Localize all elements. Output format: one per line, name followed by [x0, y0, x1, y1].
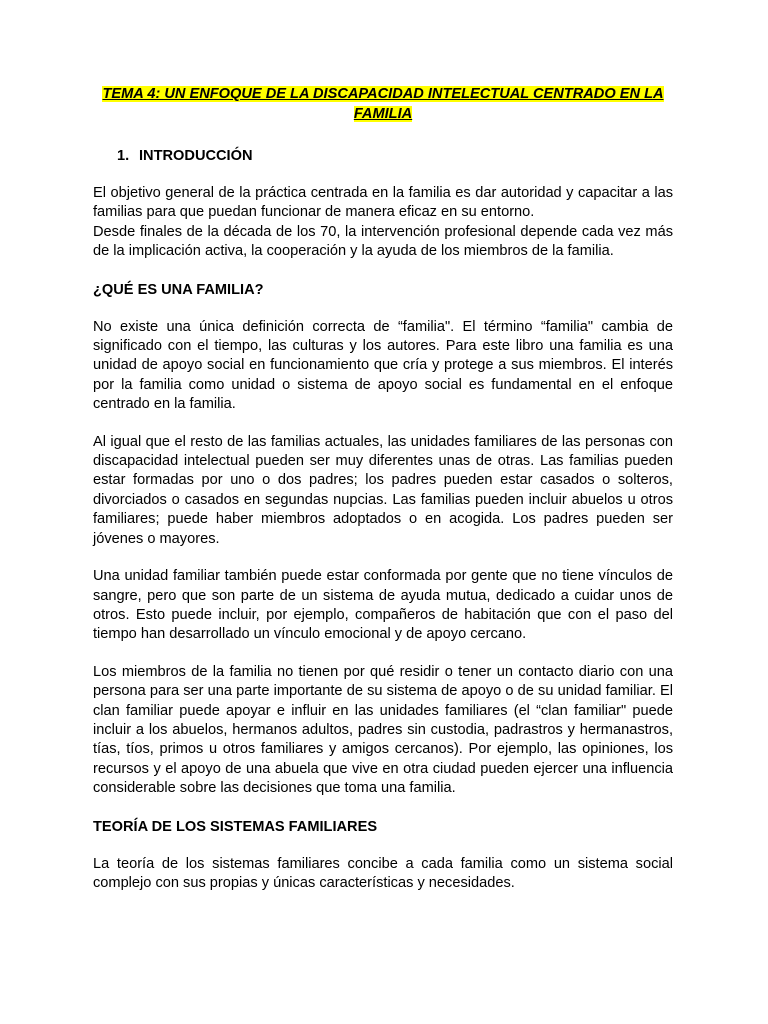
familia-paragraph-2: Al igual que el resto de las familias actuales, las unidades familiares de las personas con discapacidad intelectual pueden ser muy diferentes unas de otras. Las familias pueden estar formadas por uno o dos padres; los padres pueden estar casados o solteros, divorciados o casados en segundas nupcias. Las familias pueden incluir abuelos u otros familiares; puede haber miembros adoptados o en acogida. Los padres pueden ser jóvenes o mayores.: [93, 433, 673, 547]
section-que-es-familia-heading: ¿QUÉ ES UNA FAMILIA?: [93, 281, 264, 298]
section-number: 1.: [117, 148, 130, 164]
familia-paragraph-3: Una unidad familiar también puede estar conformada por gente que no tiene vínculos de sangre, pero que son parte de un sistema de ayuda mutua, dedicado a cuidar unos de otros. Esto puede incluir, por ejemplo, compañeros de habitación que con el paso del tiempo han desarrollado un vínculo emocional y de apoyo cercano.: [93, 568, 673, 643]
document-title: [93, 84, 673, 124]
intro-paragraph-2: Desde finales de la década de los 70, la intervención profesional depende cada vez más de la implicación activa, la cooperación y la ayuda de los miembros de la familia.: [93, 223, 673, 260]
section-teoria-heading: TEORÍA DE LOS SISTEMAS FAMILIARES: [93, 818, 378, 835]
document-title-text: TEMA 4: UN ENFOQUE DE LA DISCAPACIDAD INTELECTUAL CENTRADO EN LA FAMILIA: [102, 86, 664, 122]
section-introduccion-heading: [93, 146, 673, 166]
section-heading-text: INTRODUCCIÓN: [139, 148, 253, 164]
intro-paragraph-1: El objetivo general de la práctica centrada en la familia es dar autoridad y capacitar a las familias para que puedan funcionar de manera eficaz en su entorno.: [93, 185, 673, 221]
familia-paragraph-4: Los miembros de la familia no tienen por qué residir o tener un contacto diario con una persona para ser una parte importante de su sistema de apoyo o de su unidad familiar. El clan familiar puede apoyar e influir en las unidades familiares (el “clan familiar" puede incluir a los abuelos, hermanos adultos, padres sin custodia, padrastros y hermanastros, tías, tíos, primos u otros familiares y amigos cercanos). Por ejemplo, las opiniones, los recursos y el apoyo de una abuela que vive en otra ciudad pueden ejercer una influencia considerable sobre las decisiones que toma una familia.: [93, 663, 673, 797]
teoria-paragraph-1: La teoría de los sistemas familiares concibe a cada familia como un sistema social complejo con sus propias y únicas características y necesidades.: [93, 855, 673, 891]
familia-paragraph-1: No existe una única definición correcta de “familia". El término “familia" cambia de significado con el tiempo, las culturas y los autores. Para este libro una familia es una unidad de apoyo social en funcionamiento que cría y protege a sus miembros. El interés por la familia como unidad o sistema de apoyo social es fundamental en el enfoque centrado en la familia.: [93, 318, 673, 413]
